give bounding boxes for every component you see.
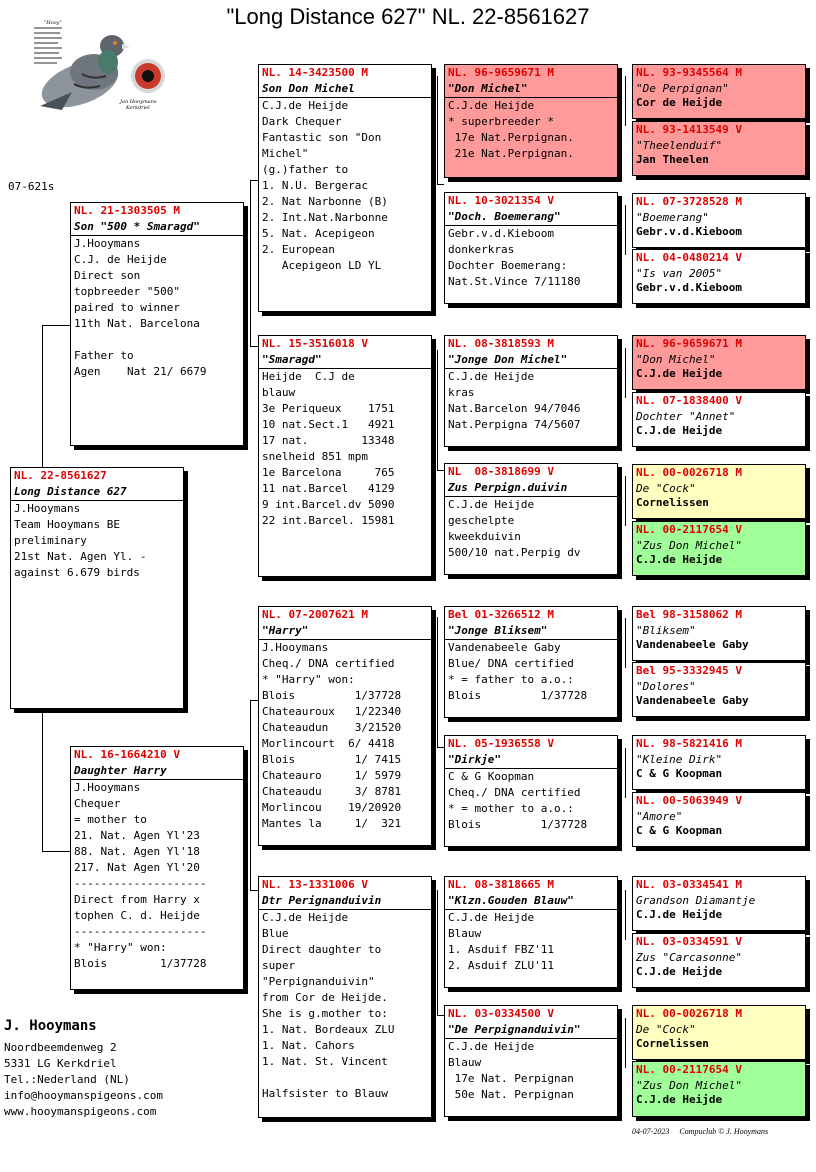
ring-number: NL. 93-1413549 V <box>636 123 742 136</box>
pigeon-card-g10[interactable] <box>632 662 806 717</box>
info-line: Team Hooymans BE <box>14 518 120 531</box>
info-line: super <box>262 959 296 972</box>
pigeon-name: Zus "Carcasonne" <box>636 951 742 964</box>
info-line: kweekduivin <box>448 530 521 543</box>
info-line: J.Hooymans <box>14 502 81 515</box>
pedigree-code: 07-621s <box>8 180 55 193</box>
info-line: C.J.de Heijde <box>448 498 535 511</box>
info-line: Dochter Boemerang: <box>448 259 568 272</box>
pigeon-card-g12[interactable] <box>632 792 806 847</box>
pigeon-card-g7[interactable] <box>632 464 806 519</box>
info-line: Agen Nat 21/ 6679 <box>74 365 207 378</box>
pigeon-card-fm[interactable] <box>258 335 432 577</box>
ring-number: NL. 96-9659671 M <box>448 66 554 79</box>
info-line: geschelpte <box>448 514 515 527</box>
info-line: 9 int.Barcel.dv 5090 <box>262 498 395 511</box>
pigeon-card-ff[interactable] <box>258 64 432 312</box>
connector <box>437 890 438 1015</box>
info-line: Direct son <box>74 269 141 282</box>
connector <box>625 1018 626 1068</box>
ring-number: NL. 10-3021354 V <box>448 194 554 207</box>
pigeon-name: "Zus Don Michel" <box>636 1079 742 1092</box>
connector <box>250 890 258 891</box>
pigeon-name: "Klzn.Gouden Blauw" <box>445 892 617 910</box>
ring-number: NL. 07-1838400 V <box>636 394 742 407</box>
pigeon-name: Son "500 * Smaragd" <box>71 218 243 236</box>
info-line: Vandenabeele Gaby <box>448 641 561 654</box>
owner: Vandenabeele Gaby <box>636 694 749 707</box>
ring-number: NL. 03-0334500 V <box>448 1007 554 1020</box>
breeder-name: J. Hooymans <box>4 1018 97 1034</box>
pigeon-card-g14[interactable] <box>632 933 806 988</box>
info-line: Blois 1/37728 <box>74 957 207 970</box>
info-line: Halfsister to Blauw <box>262 1087 388 1100</box>
info-line: 21st Nat. Agen Yl. - <box>14 550 147 563</box>
owner: Jan Theelen <box>636 153 709 166</box>
connector <box>250 700 251 890</box>
info-line: C & G Koopman <box>448 770 535 783</box>
ring-number: NL. 07-3728528 M <box>636 195 742 208</box>
pigeon-logo <box>22 14 172 126</box>
pigeon-name: "Is van 2005" <box>636 267 723 280</box>
info-line: paired to winner <box>74 301 180 314</box>
info-line: * "Harry" won: <box>262 673 355 686</box>
pigeon-card-g11[interactable] <box>632 735 806 790</box>
info-line: Gebr.v.d.Kieboom <box>448 227 554 240</box>
connector <box>625 476 626 526</box>
info-line: Nat.Barcelon 94/7046 <box>448 402 581 415</box>
info-line: Cheq./ DNA certified <box>262 657 395 670</box>
info-line <box>259 1070 431 1086</box>
info-line: 2. European <box>262 243 335 256</box>
owner: C.J.de Heijde <box>636 553 723 566</box>
info-line: 1. N.U. Bergerac <box>262 179 368 192</box>
footer-software: Compuclub © J. Hooymans <box>679 1127 769 1136</box>
pigeon-name: De "Cock" <box>636 1023 696 1036</box>
owner: C.J.de Heijde <box>636 965 723 978</box>
breeder-address: Noordbeemdenweg 2 <box>4 1041 117 1054</box>
info-line <box>71 332 243 348</box>
info-line: Morlincou 19/20920 <box>262 801 402 814</box>
pigeon-name: "Jonge Don Michel" <box>445 351 617 369</box>
connector <box>437 76 438 184</box>
pigeon-name: "Amore" <box>636 810 683 823</box>
pigeon-card-fmm[interactable] <box>444 463 618 575</box>
pigeon-name: "Don Michel" <box>636 353 716 366</box>
info-line: "Perpignanduivin" <box>262 975 375 988</box>
pigeon-card-mm[interactable] <box>258 876 432 1118</box>
ring-number: Bel 98-3158062 M <box>636 608 742 621</box>
owner: C.J.de Heijde <box>636 908 723 921</box>
info-line: 1e Barcelona 765 <box>262 466 395 479</box>
connector <box>42 325 70 326</box>
logo-text-block <box>34 20 64 72</box>
connector <box>250 180 258 181</box>
pigeon-card-g1[interactable] <box>632 64 806 119</box>
connector <box>625 618 626 668</box>
pigeon-card-mff[interactable] <box>444 606 618 718</box>
ring-number: Bel 95-3332945 V <box>636 664 742 677</box>
info-line: 11 nat.Barcel 4129 <box>262 482 395 495</box>
pigeon-card-mmm[interactable] <box>444 1005 618 1117</box>
ring-number: NL. 07-2007621 M <box>262 608 368 621</box>
pigeon-card-g16[interactable] <box>632 1061 806 1117</box>
pigeon-name: Long Distance 627 <box>11 483 183 501</box>
ring-number: NL. 16-1664210 V <box>74 748 180 761</box>
ring-number: NL. 00-0026718 M <box>636 1007 742 1020</box>
info-line: Blois 1/37728 <box>262 689 402 702</box>
info-line: 17 nat. 13348 <box>262 434 395 447</box>
info-line: C.J.de Heijde <box>448 911 535 924</box>
breeder-phone: Tel.:Nederland (NL) <box>4 1073 130 1086</box>
info-line: against 6.679 birds <box>14 566 140 579</box>
ring-number: NL. 96-9659671 M <box>636 337 742 350</box>
ring-number: NL. 93-9345564 M <box>636 66 742 79</box>
connector <box>625 76 626 126</box>
pigeon-name: "Bliksem" <box>636 624 696 637</box>
page-title: "Long Distance 627" NL. 22-8561627 <box>226 4 590 29</box>
pigeon-name: "Smaragd" <box>259 351 431 369</box>
breeder-website[interactable]: www.hooymanspigeons.com <box>4 1105 157 1118</box>
connector <box>625 890 626 940</box>
info-line: Direct daughter to <box>262 943 382 956</box>
ring-number: NL. 22-8561627 <box>14 469 107 482</box>
info-line: Chequer <box>74 797 121 810</box>
owner: C.J.de Heijde <box>636 424 723 437</box>
info-line: = mother to <box>74 813 147 826</box>
info-line: -------------------- <box>74 877 207 890</box>
info-line: Nat.St.Vince 7/11180 <box>448 275 581 288</box>
info-line: C.J.de Heijde <box>448 99 535 112</box>
ring-number: NL. 08-3818593 M <box>448 337 554 350</box>
connector <box>437 747 444 748</box>
connector <box>625 748 626 798</box>
info-line: Chateauroux 1/22340 <box>262 705 402 718</box>
pigeon-card-mf[interactable] <box>258 606 432 846</box>
ring-number: NL. 03-0334591 V <box>636 935 742 948</box>
connector <box>625 205 626 255</box>
connector <box>437 184 444 185</box>
info-line: Blauw <box>448 1056 482 1069</box>
info-line: C.J.de Heijde <box>448 370 535 383</box>
info-line: 11th Nat. Barcelona <box>74 317 200 330</box>
info-line: 3e Periqueux 1751 <box>262 402 395 415</box>
info-line: Chateaudun 3/21520 <box>262 721 402 734</box>
info-line: snelheid 851 mpm <box>262 450 368 463</box>
pigeon-card-g4[interactable] <box>632 249 806 304</box>
info-line: * superbreeder * <box>448 115 554 128</box>
pigeon-name: "Kleine Dirk" <box>636 753 723 766</box>
pigeon-name: "Jonge Bliksem" <box>445 622 617 640</box>
info-line: 2. Asduif ZLU'11 <box>448 959 554 972</box>
info-line: (g.)father to <box>262 163 349 176</box>
breeder-city: 5331 LG Kerkdriel <box>4 1057 117 1070</box>
logo-name: Jan Hooymans <box>120 99 157 105</box>
info-line: 500/10 nat.Perpig dv <box>448 546 581 559</box>
pigeon-card-g15[interactable] <box>632 1005 806 1060</box>
pigeon-name: "De Perpignan" <box>636 82 729 95</box>
owner: Cornelissen <box>636 1037 709 1050</box>
info-line: Dark Chequer <box>262 115 342 128</box>
ring-number: NL. 03-0334541 M <box>636 878 742 891</box>
ring-number: NL. 00-2117654 V <box>636 1063 742 1076</box>
pigeon-card-g9[interactable] <box>632 606 806 661</box>
info-line: from Cor de Heijde. <box>262 991 388 1004</box>
connector <box>250 180 251 346</box>
ring-number: NL. 05-1936558 V <box>448 737 554 750</box>
info-line: J.Hooymans <box>262 641 329 654</box>
connector <box>437 617 438 747</box>
breeder-email[interactable]: info@hooymanspigeons.com <box>4 1089 163 1102</box>
owner: Gebr.v.d.Kieboom <box>636 281 742 294</box>
info-line: 5. Nat. Acepigeon <box>262 227 375 240</box>
ring-number: NL. 00-5063949 V <box>636 794 742 807</box>
info-line: She is g.mother to: <box>262 1007 388 1020</box>
ring-number: NL 08-3818699 V <box>448 465 554 478</box>
pigeon-name: "De Perpignanduivin" <box>445 1021 617 1039</box>
connector <box>437 350 438 470</box>
info-line: Mantes la 1/ 321 <box>262 817 402 830</box>
logo-name-top: "Hooy" <box>44 20 62 26</box>
info-line: Heijde C.J de <box>262 370 355 383</box>
ring-number: NL. 21-1303505 M <box>74 204 180 217</box>
connector <box>42 711 43 851</box>
pigeon-name: "Harry" <box>259 622 431 640</box>
breeder-info <box>4 1018 163 1120</box>
info-line: -------------------- <box>74 925 207 938</box>
info-line: 50e Nat. Perpignan <box>448 1088 574 1101</box>
pigeon-card-father[interactable] <box>70 202 244 446</box>
owner: Gebr.v.d.Kieboom <box>636 225 742 238</box>
info-line: 1. Nat. St. Vincent <box>262 1055 388 1068</box>
info-line: Acepigeon LD YL <box>262 259 382 272</box>
pigeon-card-mother[interactable] <box>70 746 244 990</box>
pigeon-card-g5[interactable] <box>632 335 806 390</box>
owner: C.J.de Heijde <box>636 367 723 380</box>
info-line: 2. Int.Nat.Narbonne <box>262 211 388 224</box>
info-line: preliminary <box>14 534 87 547</box>
eye-icon <box>131 59 165 93</box>
info-line: J.Hooymans <box>74 781 141 794</box>
info-line: topbreeder "500" <box>74 285 180 298</box>
info-line: J.Hooymans <box>74 237 141 250</box>
pigeon-name: De "Cock" <box>636 482 696 495</box>
footer <box>632 1127 768 1136</box>
info-line: Blois 1/37728 <box>448 689 588 702</box>
ring-number: NL. 15-3516018 V <box>262 337 368 350</box>
pigeon-name: Son Don Michel <box>259 80 431 98</box>
info-line: C.J. de Heijde <box>74 253 167 266</box>
footer-date: 04-07-2023 <box>632 1127 670 1136</box>
connector <box>42 325 43 468</box>
owner: Cornelissen <box>636 496 709 509</box>
owner: C & G Koopman <box>636 824 723 837</box>
pigeon-card-mmf[interactable] <box>444 876 618 988</box>
pigeon-name: Zus Perpign.duivin <box>445 479 617 497</box>
pigeon-name: "Zus Don Michel" <box>636 539 742 552</box>
pigeon-card-ffm[interactable] <box>444 192 618 304</box>
owner: Vandenabeele Gaby <box>636 638 749 651</box>
info-line: Blois 1/37728 <box>448 818 588 831</box>
info-line: * = father to a.o.: <box>448 673 574 686</box>
info-line: 1. Asduif FBZ'11 <box>448 943 554 956</box>
owner: C.J.de Heijde <box>636 1093 723 1106</box>
logo-sub: Kerkdriel <box>126 105 150 111</box>
connector <box>437 470 444 471</box>
info-line: 22 int.Barcel. 15981 <box>262 514 395 527</box>
pigeon-card-g3[interactable] <box>632 193 806 248</box>
info-line: Blauw <box>448 927 482 940</box>
owner: Cor de Heijde <box>636 96 723 109</box>
info-line: tophen C. d. Heijde <box>74 909 200 922</box>
info-line: 88. Nat. Agen Yl'18 <box>74 845 200 858</box>
info-line: Direct from Harry x <box>74 893 200 906</box>
info-line: Michel" <box>262 147 309 160</box>
info-line: 17e Nat.Perpignan. <box>448 131 574 144</box>
info-line: blauw <box>262 386 296 399</box>
pigeon-name: "Dirkje" <box>445 751 617 769</box>
ring-number: NL. 04-0480214 V <box>636 251 742 264</box>
pigeon-name: "Don Michel" <box>445 80 617 98</box>
owner: C & G Koopman <box>636 767 723 780</box>
info-line: Cheq./ DNA certified <box>448 786 581 799</box>
info-line: * = mother to a.o.: <box>448 802 574 815</box>
info-line: 21. Nat. Agen Yl'23 <box>74 829 200 842</box>
pigeon-name: Dochter "Annet" <box>636 410 736 423</box>
pigeon-name: "Dolores" <box>636 680 696 693</box>
connector <box>437 1015 444 1016</box>
ring-number: NL. 13-1331006 V <box>262 878 368 891</box>
info-line: Blue/ DNA certified <box>448 657 574 670</box>
info-line: kras <box>448 386 475 399</box>
ring-number: NL. 08-3818665 M <box>448 878 554 891</box>
info-line: Blue <box>262 927 289 940</box>
info-line: Nat.Perpigna 74/5607 <box>448 418 581 431</box>
info-line: Chateauro 1/ 5979 <box>262 769 402 782</box>
connector <box>250 346 258 347</box>
connector <box>42 851 70 852</box>
info-line: C.J.de Heijde <box>262 911 349 924</box>
info-line: 2. Nat Narbonne (B) <box>262 195 388 208</box>
ring-number: NL. 00-0026718 M <box>636 466 742 479</box>
info-line: Blois 1/ 7415 <box>262 753 402 766</box>
ring-number: NL. 98-5821416 M <box>636 737 742 750</box>
info-line: 17e Nat. Perpignan <box>448 1072 574 1085</box>
pigeon-name: Grandson Diamantje <box>636 894 756 907</box>
pigeon-name: Dtr Perignanduivin <box>259 892 431 910</box>
pigeon-name: "Doch. Boemerang" <box>445 208 617 226</box>
info-line: 1. Nat. Bordeaux ZLU <box>262 1023 395 1036</box>
pigeon-name: "Boemerang" <box>636 211 709 224</box>
connector <box>625 348 626 398</box>
pigeon-card-g2[interactable] <box>632 121 806 176</box>
ring-number: Bel 01-3266512 M <box>448 608 554 621</box>
info-line: Chateaudu 3/ 8781 <box>262 785 402 798</box>
info-line: donkerkras <box>448 243 515 256</box>
pigeon-card-g13[interactable] <box>632 876 806 931</box>
info-line: C.J.de Heijde <box>448 1040 535 1053</box>
info-line: C.J.de Heijde <box>262 99 349 112</box>
ring-number: NL. 14-3423500 M <box>262 66 368 79</box>
pigeon-card-fmf[interactable] <box>444 335 618 447</box>
info-line: 10 nat.Sect.1 4921 <box>262 418 395 431</box>
pigeon-card-g6[interactable] <box>632 392 806 447</box>
pigeon-card-mfm[interactable] <box>444 735 618 847</box>
info-line: Fantastic son "Don <box>262 131 382 144</box>
info-line: Morlincourt 6/ 4418 <box>262 737 395 750</box>
info-line: 217. Nat Agen Yl'20 <box>74 861 200 874</box>
pigeon-card-g8[interactable] <box>632 521 806 576</box>
pigeon-name: "Theelenduif" <box>636 139 723 152</box>
info-line: Father to <box>74 349 134 362</box>
pigeon-name: Daughter Harry <box>71 762 243 780</box>
ring-number: NL. 00-2117654 V <box>636 523 742 536</box>
pigeon-card-fff[interactable] <box>444 64 618 178</box>
info-line: 1. Nat. Cahors <box>262 1039 355 1052</box>
connector <box>250 700 258 701</box>
info-line: 21e Nat.Perpignan. <box>448 147 574 160</box>
pigeon-card-subject[interactable] <box>10 467 184 709</box>
info-line: * "Harry" won: <box>74 941 167 954</box>
